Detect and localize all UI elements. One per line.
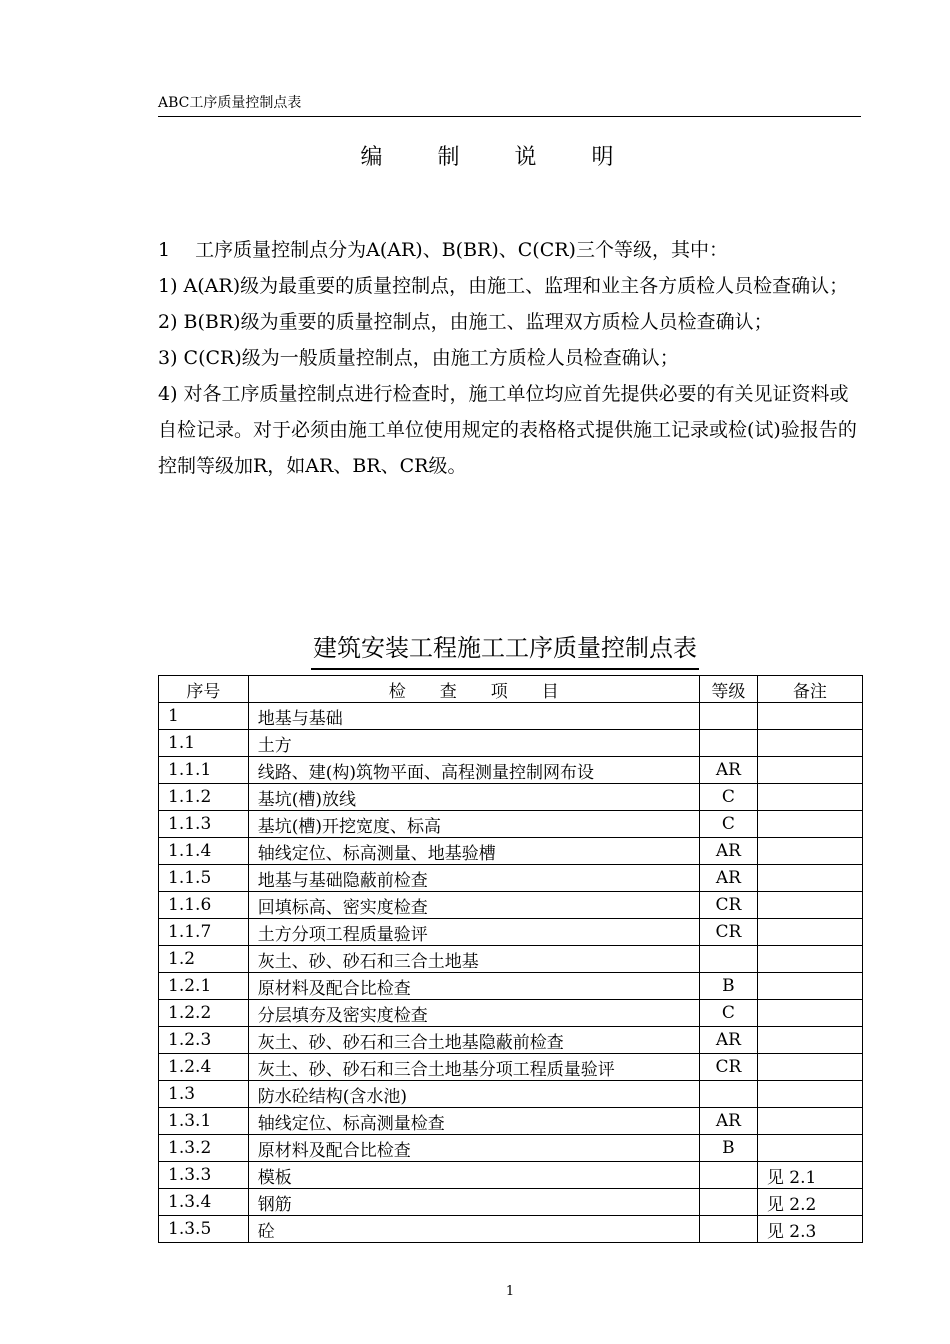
cell-remark [757,1054,862,1081]
table-row [159,1054,863,1081]
cell-grade [699,1081,757,1108]
table-row [159,1216,863,1243]
cell-seq: 1.1 [159,730,249,757]
cell-seq: 1.3.4 [159,1189,249,1216]
cell-remark [757,784,862,811]
cell-item: 分层填夯及密实度检查 [248,1000,699,1027]
table-row [159,892,863,919]
cell-seq: 1.3 [159,1081,249,1108]
cell-remark [757,892,862,919]
cell-item: 基坑(槽)放线 [248,784,699,811]
cell-item: 轴线定位、标高测量检查 [248,1108,699,1135]
cell-seq: 1.3.5 [159,1216,249,1243]
instructions-body [158,232,863,484]
quality-control-table [158,675,863,1243]
cell-grade: AR [699,1027,757,1054]
cell-seq: 1.1.5 [159,865,249,892]
cell-grade: C [699,811,757,838]
cell-seq: 1.1.3 [159,811,249,838]
instruction-paragraph-5: 4) 对各工序质量控制点进行检查时，施工单位均应首先提供必要的有关见证资料或自检记录。对于必须由施工单位使用规定的表格格式提供施工记录或检(试)验报告的控制等级加R，如AR、BR、CR级。 [158,383,857,477]
cell-remark [757,973,862,1000]
table-title [0,628,950,663]
header-grade: 等级 [699,676,757,703]
cell-grade [699,1189,757,1216]
cell-item: 原材料及配合比检查 [248,973,699,1000]
cell-seq: 1.2.3 [159,1027,249,1054]
table-row [159,838,863,865]
cell-grade [699,1162,757,1189]
cell-grade: CR [699,919,757,946]
table-row [159,946,863,973]
cell-seq: 1.2.1 [159,973,249,1000]
cell-item: 砼 [248,1216,699,1243]
cell-remark [757,838,862,865]
cell-remark [757,919,862,946]
table-row [159,973,863,1000]
cell-grade: C [699,784,757,811]
table-title-text: 建筑安装工程施工工序质量控制点表 [311,634,699,670]
table-header-row [159,676,863,703]
cell-remark [757,865,862,892]
cell-item: 防水砼结构(含水池) [248,1081,699,1108]
running-header: ABC工序质量控制点表 [158,92,861,117]
header-seq: 序号 [159,676,249,703]
instruction-paragraph-2: 1) A(AR)级为最重要的质量控制点，由施工、监理和业主各方质检人员检查确认； [158,275,849,297]
cell-item: 灰土、砂、砂石和三合土地基 [248,946,699,973]
cell-grade: AR [699,1108,757,1135]
table-row [159,1162,863,1189]
header-remark: 备注 [757,676,862,703]
cell-seq: 1.1.1 [159,757,249,784]
cell-item: 地基与基础隐蔽前检查 [248,865,699,892]
cell-grade: CR [699,1054,757,1081]
cell-grade: C [699,1000,757,1027]
cell-item: 轴线定位、标高测量、地基验槽 [248,838,699,865]
cell-grade: CR [699,892,757,919]
instruction-paragraph-4: 3) C(CR)级为一般质量控制点，由施工方质检人员检查确认； [158,347,679,369]
cell-seq: 1 [159,703,249,730]
cell-seq: 1.1.4 [159,838,249,865]
table-row [159,1000,863,1027]
table-row [159,703,863,730]
cell-grade [699,946,757,973]
cell-grade: AR [699,757,757,784]
cell-grade [699,703,757,730]
table-row [159,1027,863,1054]
cell-remark [757,757,862,784]
cell-item: 回填标高、密实度检查 [248,892,699,919]
cell-grade: B [699,973,757,1000]
cell-seq: 1.2.4 [159,1054,249,1081]
cell-item: 灰土、砂、砂石和三合土地基隐蔽前检查 [248,1027,699,1054]
table-row [159,757,863,784]
cell-remark [757,1135,862,1162]
table-row [159,919,863,946]
table-row [159,1081,863,1108]
cell-item: 地基与基础 [248,703,699,730]
cell-item: 线路、建(构)筑物平面、高程测量控制网布设 [248,757,699,784]
cell-remark [757,811,862,838]
cell-seq: 1.2 [159,946,249,973]
instruction-paragraph-1: 1 工序质量控制点分为A(AR)、B(BR)、C(CR)三个等级，其中： [158,239,728,261]
cell-remark [757,1081,862,1108]
cell-grade [699,730,757,757]
cell-grade: AR [699,865,757,892]
cell-item: 土方分项工程质量验评 [248,919,699,946]
table-row [159,1135,863,1162]
page-number: 1 [505,1284,515,1299]
cell-remark [757,730,862,757]
cell-seq: 1.2.2 [159,1000,249,1027]
cell-item: 基坑(槽)开挖宽度、标高 [248,811,699,838]
cell-remark [757,946,862,973]
header-item: 检 查 项 目 [248,676,699,703]
cell-remark [757,703,862,730]
table-row [159,1189,863,1216]
cell-remark: 见 2.1 [757,1162,862,1189]
cell-item: 灰土、砂、砂石和三合土地基分项工程质量验评 [248,1054,699,1081]
cell-item: 原材料及配合比检查 [248,1135,699,1162]
cell-seq: 1.1.2 [159,784,249,811]
table-row [159,730,863,757]
cell-grade: AR [699,838,757,865]
document-title: 编 制 说 明 [360,145,638,170]
cell-grade: B [699,1135,757,1162]
table-row [159,811,863,838]
cell-grade [699,1216,757,1243]
cell-remark: 见 2.3 [757,1216,862,1243]
cell-remark: 见 2.2 [757,1189,862,1216]
table-row [159,1108,863,1135]
cell-item: 模板 [248,1162,699,1189]
cell-seq: 1.1.6 [159,892,249,919]
table-row [159,784,863,811]
cell-item: 土方 [248,730,699,757]
table-row [159,865,863,892]
cell-remark [757,1108,862,1135]
cell-remark [757,1000,862,1027]
cell-seq: 1.3.1 [159,1108,249,1135]
cell-seq: 1.1.7 [159,919,249,946]
cell-seq: 1.3.3 [159,1162,249,1189]
instruction-paragraph-3: 2) B(BR)级为重要的质量控制点，由施工、监理双方质检人员检查确认； [158,311,773,333]
cell-remark [757,1027,862,1054]
cell-seq: 1.3.2 [159,1135,249,1162]
cell-item: 钢筋 [248,1189,699,1216]
